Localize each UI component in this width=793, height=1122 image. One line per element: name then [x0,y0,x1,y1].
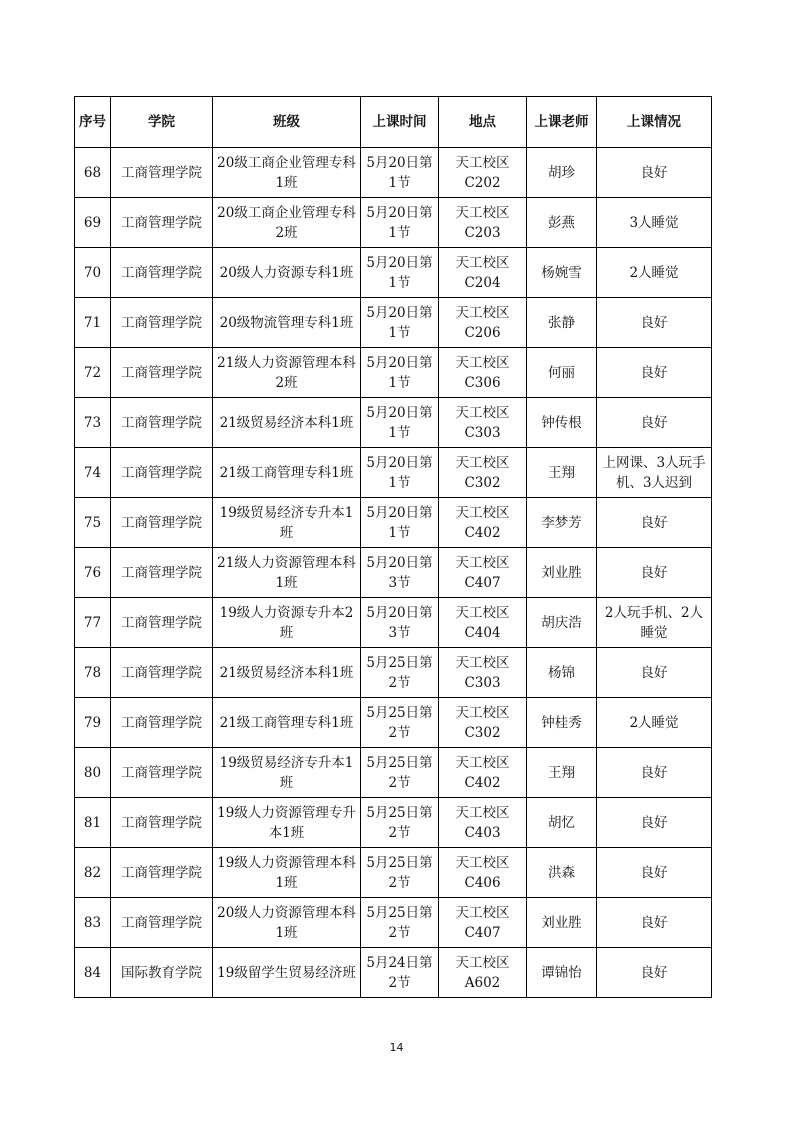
cell-location: 天工校区C302 [439,698,527,748]
cell-status: 良好 [597,798,712,848]
cell-teacher: 王翔 [527,448,597,498]
cell-college: 国际教育学院 [111,948,213,998]
cell-location: 天工校区C407 [439,548,527,598]
cell-class: 20级人力资源专科1班 [213,248,361,298]
cell-time: 5月20日第1节 [361,348,439,398]
cell-index: 81 [75,798,111,848]
header-index: 序号 [75,97,111,148]
cell-index: 80 [75,748,111,798]
cell-class: 21级工商管理专科1班 [213,448,361,498]
cell-status: 3人睡觉 [597,198,712,248]
cell-class: 20级工商企业管理专科1班 [213,148,361,198]
cell-status: 良好 [597,348,712,398]
cell-teacher: 胡忆 [527,798,597,848]
cell-location: 天工校区C206 [439,298,527,348]
cell-teacher: 刘业胜 [527,548,597,598]
cell-class: 19级贸易经济专升本1班 [213,498,361,548]
cell-location: 天工校区C202 [439,148,527,198]
cell-time: 5月20日第3节 [361,598,439,648]
cell-location: 天工校区C404 [439,598,527,648]
cell-class: 19级人力资源管理专升本1班 [213,798,361,848]
table-body [75,148,712,998]
table-row [75,448,712,498]
page-number: 14 [389,1041,404,1054]
cell-index: 78 [75,648,111,698]
cell-class: 19级留学生贸易经济班 [213,948,361,998]
cell-index: 73 [75,398,111,448]
cell-location: 天工校区C204 [439,248,527,298]
cell-status: 上网课、3人玩手机、3人迟到 [597,448,712,498]
cell-time: 5月25日第2节 [361,748,439,798]
cell-time: 5月24日第2节 [361,948,439,998]
table-header-row [75,97,712,148]
header-status: 上课情况 [597,97,712,148]
cell-college: 工商管理学院 [111,798,213,848]
table-row [75,298,712,348]
cell-class: 21级人力资源管理本科1班 [213,548,361,598]
cell-teacher: 彭燕 [527,198,597,248]
cell-status: 良好 [597,548,712,598]
cell-teacher: 刘业胜 [527,898,597,948]
cell-time: 5月25日第2节 [361,798,439,848]
cell-index: 69 [75,198,111,248]
cell-location: 天工校区A602 [439,948,527,998]
cell-index: 82 [75,848,111,898]
header-location: 地点 [439,97,527,148]
cell-time: 5月25日第2节 [361,698,439,748]
cell-time: 5月20日第1节 [361,248,439,298]
cell-status: 2人玩手机、2人睡觉 [597,598,712,648]
cell-time: 5月25日第2节 [361,848,439,898]
header-teacher: 上课老师 [527,97,597,148]
cell-teacher: 胡珍 [527,148,597,198]
cell-teacher: 钟桂秀 [527,698,597,748]
cell-location: 天工校区C407 [439,898,527,948]
cell-status: 良好 [597,898,712,948]
header-time: 上课时间 [361,97,439,148]
table-row [75,248,712,298]
cell-index: 71 [75,298,111,348]
cell-college: 工商管理学院 [111,898,213,948]
cell-time: 5月20日第1节 [361,398,439,448]
cell-location: 天工校区C402 [439,498,527,548]
cell-college: 工商管理学院 [111,148,213,198]
cell-college: 工商管理学院 [111,348,213,398]
cell-college: 工商管理学院 [111,748,213,798]
cell-teacher: 谭锦怡 [527,948,597,998]
cell-class: 21级贸易经济本科1班 [213,398,361,448]
table-row [75,598,712,648]
table-row [75,748,712,798]
cell-time: 5月20日第1节 [361,448,439,498]
cell-index: 79 [75,698,111,748]
cell-index: 74 [75,448,111,498]
table-row [75,898,712,948]
cell-teacher: 王翔 [527,748,597,798]
cell-class: 21级贸易经济本科1班 [213,648,361,698]
cell-class: 19级贸易经济专升本1班 [213,748,361,798]
cell-teacher: 杨锦 [527,648,597,698]
cell-status: 良好 [597,298,712,348]
cell-class: 20级人力资源管理本科1班 [213,898,361,948]
cell-index: 76 [75,548,111,598]
cell-status: 良好 [597,848,712,898]
cell-class: 20级物流管理专科1班 [213,298,361,348]
cell-teacher: 李梦芳 [527,498,597,548]
cell-time: 5月25日第2节 [361,648,439,698]
cell-class: 19级人力资源专升本2班 [213,598,361,648]
cell-time: 5月20日第1节 [361,298,439,348]
cell-status: 良好 [597,948,712,998]
table-row [75,798,712,848]
cell-class: 20级工商企业管理专科2班 [213,198,361,248]
table-row [75,498,712,548]
cell-location: 天工校区C406 [439,848,527,898]
cell-status: 良好 [597,148,712,198]
cell-college: 工商管理学院 [111,448,213,498]
table-row [75,548,712,598]
cell-college: 工商管理学院 [111,548,213,598]
cell-status: 良好 [597,748,712,798]
cell-class: 21级人力资源管理本科2班 [213,348,361,398]
table-row [75,848,712,898]
cell-college: 工商管理学院 [111,848,213,898]
cell-time: 5月20日第1节 [361,498,439,548]
cell-teacher: 杨婉雪 [527,248,597,298]
cell-index: 68 [75,148,111,198]
table-row [75,198,712,248]
cell-college: 工商管理学院 [111,198,213,248]
cell-status: 良好 [597,498,712,548]
cell-college: 工商管理学院 [111,298,213,348]
cell-time: 5月20日第1节 [361,148,439,198]
cell-time: 5月25日第2节 [361,898,439,948]
table-row [75,398,712,448]
cell-index: 70 [75,248,111,298]
cell-teacher: 何丽 [527,348,597,398]
cell-location: 天工校区C402 [439,748,527,798]
cell-college: 工商管理学院 [111,598,213,648]
cell-teacher: 洪森 [527,848,597,898]
cell-teacher: 钟传根 [527,398,597,448]
cell-status: 2人睡觉 [597,248,712,298]
cell-time: 5月20日第3节 [361,548,439,598]
cell-class: 19级人力资源管理本科1班 [213,848,361,898]
cell-location: 天工校区C203 [439,198,527,248]
cell-college: 工商管理学院 [111,498,213,548]
table-row [75,648,712,698]
cell-index: 77 [75,598,111,648]
table-row [75,698,712,748]
cell-location: 天工校区C306 [439,348,527,398]
cell-location: 天工校区C303 [439,398,527,448]
cell-class: 21级工商管理专科1班 [213,698,361,748]
table-row [75,148,712,198]
table-row [75,948,712,998]
cell-time: 5月20日第1节 [361,198,439,248]
header-class: 班级 [213,97,361,148]
cell-location: 天工校区C302 [439,448,527,498]
cell-college: 工商管理学院 [111,698,213,748]
cell-location: 天工校区C403 [439,798,527,848]
cell-college: 工商管理学院 [111,248,213,298]
cell-index: 75 [75,498,111,548]
cell-index: 83 [75,898,111,948]
cell-index: 84 [75,948,111,998]
cell-status: 良好 [597,648,712,698]
class-inspection-table [74,96,712,998]
cell-teacher: 胡庆浩 [527,598,597,648]
cell-college: 工商管理学院 [111,398,213,448]
cell-location: 天工校区C303 [439,648,527,698]
cell-status: 良好 [597,398,712,448]
cell-status: 2人睡觉 [597,698,712,748]
header-college: 学院 [111,97,213,148]
cell-teacher: 张静 [527,298,597,348]
cell-college: 工商管理学院 [111,648,213,698]
cell-index: 72 [75,348,111,398]
table-row [75,348,712,398]
